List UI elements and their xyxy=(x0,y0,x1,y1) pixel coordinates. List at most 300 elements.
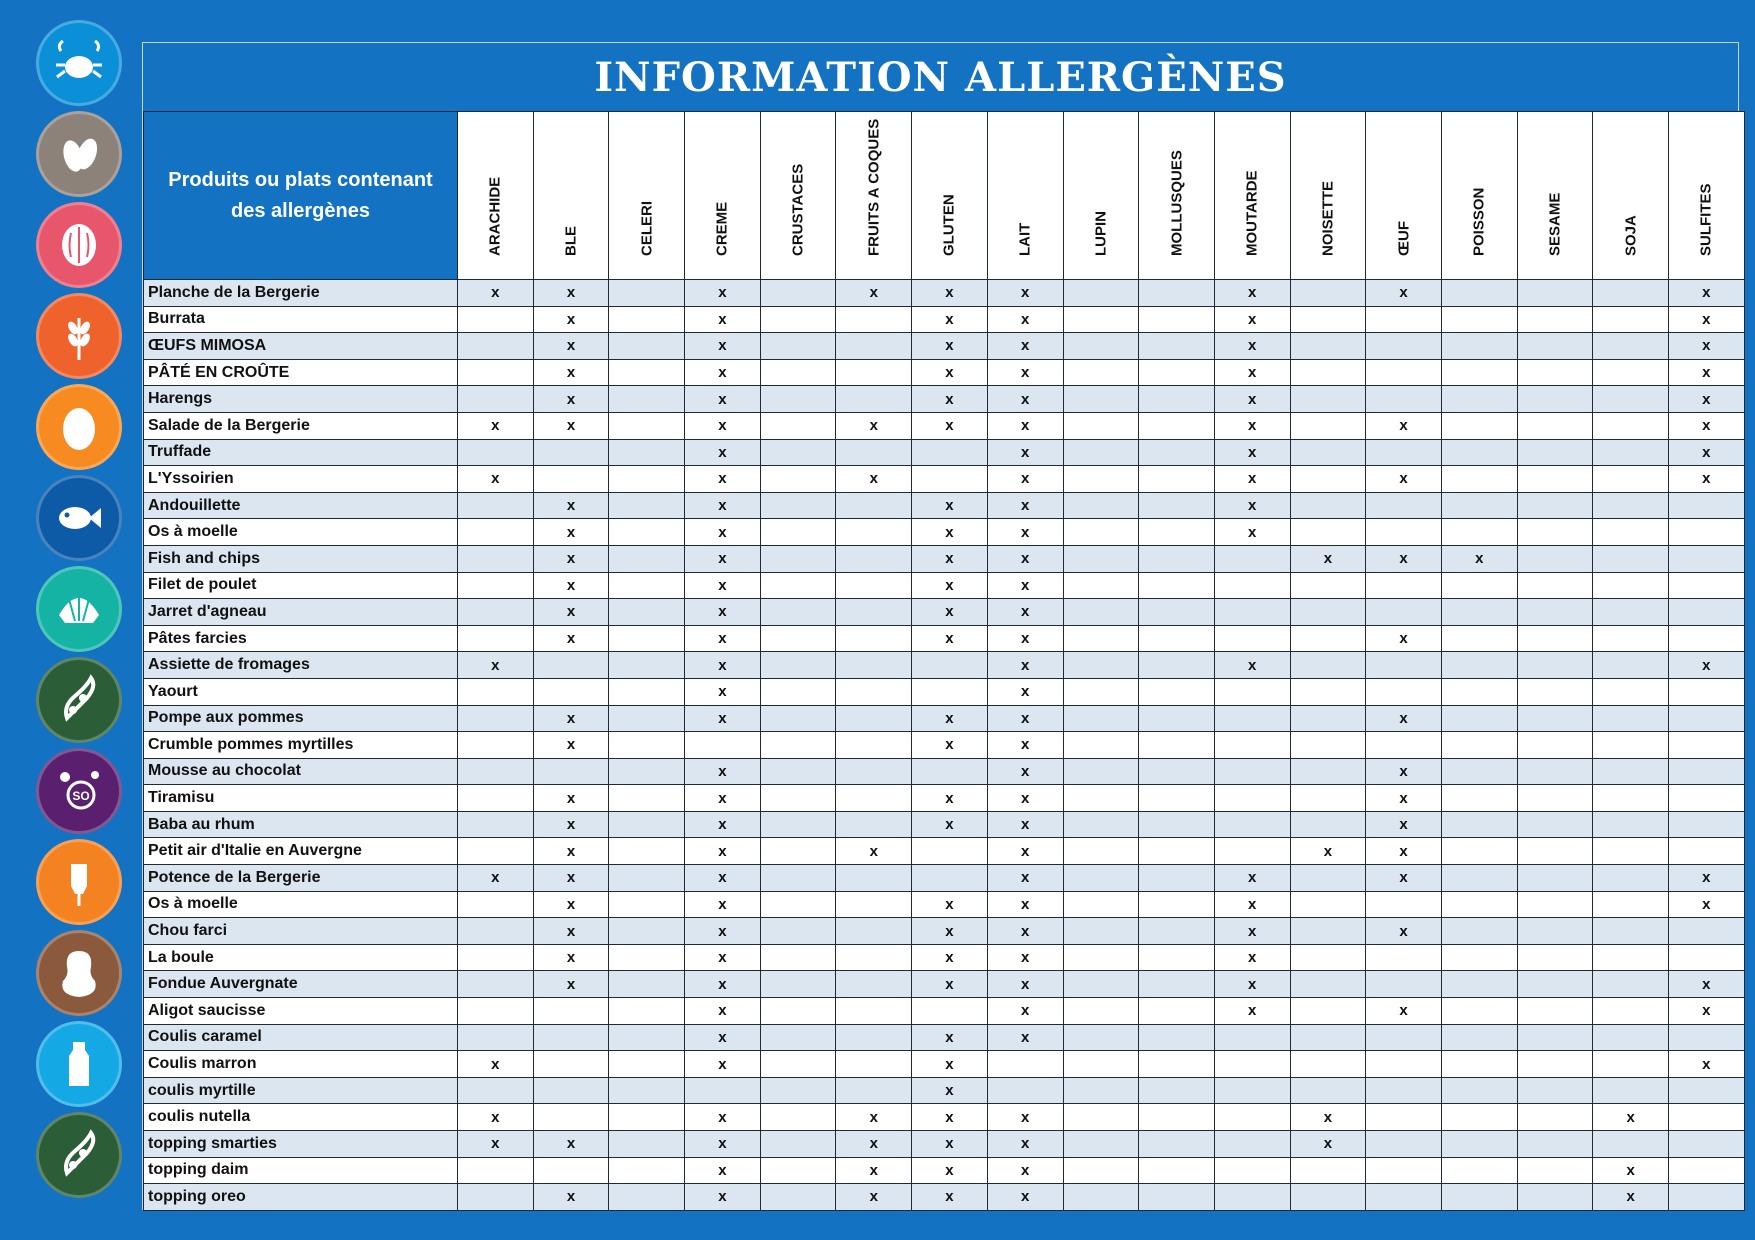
table-body xyxy=(144,280,1745,1211)
celery-icon xyxy=(36,839,122,925)
allergen-cell xyxy=(609,865,685,892)
allergen-cell xyxy=(1290,678,1366,705)
allergen-cell xyxy=(1366,944,1442,971)
allergen-cell xyxy=(1593,1051,1669,1078)
allergen-cell xyxy=(1063,652,1139,679)
allergen-cell xyxy=(1593,998,1669,1025)
allergen-cell xyxy=(760,306,836,333)
allergen-cell: x xyxy=(1214,865,1290,892)
allergen-cell: x xyxy=(533,944,609,971)
allergen-cell: x xyxy=(458,412,534,439)
column-header-label: ARACHIDE xyxy=(486,176,504,256)
allergen-cell: x xyxy=(1214,891,1290,918)
allergen-cell xyxy=(1441,785,1517,812)
allergen-cell: x xyxy=(912,519,988,546)
allergen-cell xyxy=(609,838,685,865)
allergen-cell xyxy=(1139,545,1215,572)
allergen-cell xyxy=(1517,652,1593,679)
dish-name: topping smarties xyxy=(144,1131,458,1158)
allergen-cell xyxy=(1214,1051,1290,1078)
allergen-cell xyxy=(1366,732,1442,759)
allergen-cell xyxy=(1290,1157,1366,1184)
allergen-cell xyxy=(1366,1131,1442,1158)
allergen-cell xyxy=(1063,1024,1139,1051)
allergen-cell xyxy=(1290,732,1366,759)
allergen-cell xyxy=(1063,785,1139,812)
allergen-cell xyxy=(1139,599,1215,626)
allergen-cell: x xyxy=(685,545,761,572)
allergen-cell: x xyxy=(836,1104,912,1131)
allergen-cell xyxy=(1139,785,1215,812)
allergen-cell: x xyxy=(987,545,1063,572)
allergen-cell xyxy=(1139,1077,1215,1104)
allergen-cell xyxy=(1669,811,1745,838)
allergen-cell xyxy=(760,678,836,705)
allergen-cell xyxy=(609,519,685,546)
allergen-cell: x xyxy=(1290,1131,1366,1158)
allergen-cell: x xyxy=(912,971,988,998)
allergen-cell xyxy=(760,359,836,386)
soy-pod-icon xyxy=(36,657,122,743)
allergen-cell xyxy=(760,758,836,785)
allergen-cell xyxy=(1290,492,1366,519)
allergen-cell: x xyxy=(685,280,761,307)
allergen-cell xyxy=(609,359,685,386)
allergen-cell xyxy=(458,944,534,971)
allergen-cell: x xyxy=(533,572,609,599)
allergen-cell xyxy=(1290,572,1366,599)
allergen-cell: x xyxy=(533,359,609,386)
allergen-cell xyxy=(1441,1077,1517,1104)
allergen-cell xyxy=(458,625,534,652)
allergen-cell xyxy=(836,625,912,652)
allergen-cell xyxy=(760,1077,836,1104)
table-row xyxy=(144,333,1745,360)
allergen-cell xyxy=(1441,359,1517,386)
allergen-cell xyxy=(836,519,912,546)
sesame-icon xyxy=(36,111,122,197)
allergen-cell: x xyxy=(987,1157,1063,1184)
allergen-cell xyxy=(836,1024,912,1051)
allergen-cell xyxy=(1593,891,1669,918)
allergen-cell: x xyxy=(533,625,609,652)
column-header xyxy=(912,112,988,280)
allergen-cell: x xyxy=(1214,439,1290,466)
allergen-cell xyxy=(1441,1024,1517,1051)
allergen-cell xyxy=(912,439,988,466)
allergen-cell xyxy=(458,785,534,812)
table-row xyxy=(144,359,1745,386)
allergen-cell xyxy=(1441,306,1517,333)
allergen-cell xyxy=(760,652,836,679)
dish-name: Pâtes farcies xyxy=(144,625,458,652)
table-row xyxy=(144,944,1745,971)
allergen-cell xyxy=(1441,732,1517,759)
table-row xyxy=(144,918,1745,945)
allergen-cell xyxy=(609,1051,685,1078)
allergen-cell xyxy=(1366,1104,1442,1131)
allergen-cell xyxy=(1139,519,1215,546)
allergen-cell: x xyxy=(912,280,988,307)
allergen-cell xyxy=(458,439,534,466)
column-header xyxy=(1290,112,1366,280)
allergen-cell xyxy=(1669,545,1745,572)
allergen-cell: x xyxy=(987,705,1063,732)
allergen-cell xyxy=(1669,785,1745,812)
allergen-cell: x xyxy=(458,1051,534,1078)
column-header xyxy=(836,112,912,280)
allergen-cell xyxy=(1366,652,1442,679)
column-header xyxy=(685,112,761,280)
allergen-cell xyxy=(760,891,836,918)
allergen-cell: x xyxy=(685,492,761,519)
allergen-cell: x xyxy=(987,306,1063,333)
allergen-cell: x xyxy=(685,652,761,679)
allergen-cell xyxy=(836,306,912,333)
allergen-cell: x xyxy=(1214,918,1290,945)
allergen-cell xyxy=(1139,333,1215,360)
allergen-cell xyxy=(458,998,534,1025)
allergen-cell xyxy=(912,865,988,892)
column-header-label: GLUTEN xyxy=(940,194,958,256)
column-header xyxy=(1441,112,1517,280)
allergen-cell: x xyxy=(912,492,988,519)
allergen-cell xyxy=(1063,1157,1139,1184)
allergen-cell: x xyxy=(987,971,1063,998)
table-row xyxy=(144,572,1745,599)
allergen-cell xyxy=(1290,971,1366,998)
allergen-cell xyxy=(458,1157,534,1184)
allergen-cell xyxy=(1139,1024,1215,1051)
allergen-cell xyxy=(1517,1077,1593,1104)
allergen-cell: x xyxy=(912,572,988,599)
allergen-cell xyxy=(987,1077,1063,1104)
allergen-cell xyxy=(836,599,912,626)
dish-name: La boule xyxy=(144,944,458,971)
allergen-cell: x xyxy=(836,1131,912,1158)
allergen-cell: x xyxy=(458,280,534,307)
allergen-cell xyxy=(533,758,609,785)
allergen-cell xyxy=(1139,1104,1215,1131)
allergen-cell: x xyxy=(836,838,912,865)
shell-icon xyxy=(36,566,122,652)
allergen-cell xyxy=(1669,599,1745,626)
allergen-cell: x xyxy=(685,891,761,918)
fish-icon xyxy=(36,475,122,561)
allergen-cell xyxy=(1517,811,1593,838)
allergen-cell: x xyxy=(912,386,988,413)
allergen-cell xyxy=(1593,572,1669,599)
allergen-cell: x xyxy=(685,359,761,386)
allergen-table xyxy=(143,111,1745,1211)
table-row xyxy=(144,785,1745,812)
allergen-cell: x xyxy=(533,386,609,413)
allergen-cell xyxy=(1593,545,1669,572)
allergen-cell: x xyxy=(987,891,1063,918)
allergen-cell: x xyxy=(987,1104,1063,1131)
allergen-cell xyxy=(1063,1184,1139,1211)
allergen-cell xyxy=(1214,599,1290,626)
allergen-cell xyxy=(1366,971,1442,998)
dish-name: coulis nutella xyxy=(144,1104,458,1131)
dish-name: Yaourt xyxy=(144,678,458,705)
allergen-cell xyxy=(1366,678,1442,705)
allergen-cell: x xyxy=(533,705,609,732)
allergen-cell: x xyxy=(1214,652,1290,679)
allergen-cell xyxy=(1669,1184,1745,1211)
table-header-row xyxy=(144,112,1745,280)
allergen-cell xyxy=(458,386,534,413)
dish-name: Coulis marron xyxy=(144,1051,458,1078)
allergen-cell xyxy=(1063,1104,1139,1131)
column-header xyxy=(1366,112,1442,280)
peanut-icon xyxy=(36,930,122,1016)
allergen-cell xyxy=(912,652,988,679)
allergen-cell xyxy=(1290,918,1366,945)
allergen-cell xyxy=(1593,1024,1669,1051)
allergen-cell: x xyxy=(912,359,988,386)
egg-icon xyxy=(36,384,122,470)
allergen-cell: x xyxy=(987,519,1063,546)
dish-name: Assiette de fromages xyxy=(144,652,458,679)
allergen-cell xyxy=(1593,359,1669,386)
column-header xyxy=(1593,112,1669,280)
dish-name: Pompe aux pommes xyxy=(144,705,458,732)
allergen-cell xyxy=(987,1051,1063,1078)
allergen-cell xyxy=(1214,1077,1290,1104)
allergen-cell: x xyxy=(458,1104,534,1131)
allergen-cell xyxy=(760,1051,836,1078)
allergen-cell xyxy=(1290,466,1366,493)
allergen-cell xyxy=(458,572,534,599)
allergen-cell: x xyxy=(987,412,1063,439)
allergen-cell: x xyxy=(1593,1184,1669,1211)
allergen-cell: x xyxy=(1669,386,1745,413)
allergen-cell xyxy=(1669,1077,1745,1104)
allergen-cell xyxy=(1214,785,1290,812)
allergen-cell xyxy=(1139,359,1215,386)
allergen-cell: x xyxy=(1366,412,1442,439)
allergen-cell: x xyxy=(912,1077,988,1104)
allergen-cell: x xyxy=(685,785,761,812)
allergen-cell xyxy=(1290,705,1366,732)
allergen-cell xyxy=(1441,599,1517,626)
allergen-cell: x xyxy=(533,1131,609,1158)
allergen-cell xyxy=(609,705,685,732)
milk-icon xyxy=(36,1021,122,1107)
dish-name: PÂTÉ EN CROÛTE xyxy=(144,359,458,386)
allergen-cell: x xyxy=(836,412,912,439)
allergen-cell: x xyxy=(987,466,1063,493)
allergen-cell xyxy=(1517,1104,1593,1131)
allergen-cell xyxy=(1214,1131,1290,1158)
allergen-cell xyxy=(1441,625,1517,652)
table-row xyxy=(144,545,1745,572)
allergen-cell xyxy=(1063,599,1139,626)
allergen-cell xyxy=(685,732,761,759)
allergen-cell xyxy=(1593,599,1669,626)
allergen-cell: x xyxy=(987,625,1063,652)
allergen-cell xyxy=(1290,865,1366,892)
allergen-cell xyxy=(1290,625,1366,652)
dish-name: Crumble pommes myrtilles xyxy=(144,732,458,759)
allergen-cell: x xyxy=(1366,545,1442,572)
column-header xyxy=(533,112,609,280)
allergen-cell xyxy=(1517,785,1593,812)
allergen-cell xyxy=(1290,811,1366,838)
allergen-cell xyxy=(1669,944,1745,971)
allergen-cell xyxy=(1441,865,1517,892)
allergen-cell: x xyxy=(836,466,912,493)
allergen-cell xyxy=(1139,412,1215,439)
allergen-cell: x xyxy=(912,785,988,812)
allergen-cell: x xyxy=(533,545,609,572)
allergen-cell: x xyxy=(912,918,988,945)
allergen-cell: x xyxy=(1669,306,1745,333)
allergen-cell xyxy=(1063,678,1139,705)
allergen-cell xyxy=(1669,838,1745,865)
allergen-cell xyxy=(760,386,836,413)
allergen-cell xyxy=(836,732,912,759)
allergen-cell xyxy=(458,545,534,572)
allergen-cell: x xyxy=(533,492,609,519)
table-row xyxy=(144,625,1745,652)
header-label: Produits ou plats contenant des allergènes xyxy=(144,112,458,280)
column-header-label: POISSON xyxy=(1470,187,1488,256)
allergen-cell xyxy=(1593,280,1669,307)
allergen-cell: x xyxy=(1366,705,1442,732)
allergen-cell: x xyxy=(912,599,988,626)
allergen-cell xyxy=(1139,306,1215,333)
allergen-cell: x xyxy=(987,944,1063,971)
allergen-cell xyxy=(609,891,685,918)
allergen-cell xyxy=(1669,1131,1745,1158)
allergen-cell xyxy=(1441,1051,1517,1078)
table-row xyxy=(144,1077,1745,1104)
allergen-cell: x xyxy=(458,1131,534,1158)
allergen-cell: x xyxy=(912,944,988,971)
allergen-cell: x xyxy=(685,811,761,838)
allergen-cell xyxy=(1139,811,1215,838)
allergen-cell xyxy=(609,998,685,1025)
dish-name: Planche de la Bergerie xyxy=(144,280,458,307)
allergen-cell xyxy=(760,519,836,546)
allergen-cell xyxy=(1517,678,1593,705)
allergen-cell xyxy=(1593,811,1669,838)
allergen-cell: x xyxy=(685,572,761,599)
allergen-cell xyxy=(458,1077,534,1104)
allergen-cell xyxy=(1517,1184,1593,1211)
allergen-cell xyxy=(1139,918,1215,945)
allergen-cell: x xyxy=(685,439,761,466)
allergen-cell: x xyxy=(1669,466,1745,493)
allergen-cell xyxy=(609,306,685,333)
allergen-cell xyxy=(533,1157,609,1184)
allergen-cell xyxy=(1517,333,1593,360)
allergen-cell xyxy=(760,811,836,838)
allergen-cell xyxy=(458,758,534,785)
allergen-cell xyxy=(836,333,912,360)
allergen-cell: x xyxy=(987,678,1063,705)
allergen-cell xyxy=(1669,519,1745,546)
column-header xyxy=(760,112,836,280)
allergen-cell xyxy=(458,918,534,945)
table-row xyxy=(144,971,1745,998)
allergen-cell xyxy=(1290,785,1366,812)
allergen-cell xyxy=(1517,572,1593,599)
svg-text:SO: SO xyxy=(72,789,90,803)
allergen-cell: x xyxy=(1669,439,1745,466)
allergen-cell xyxy=(836,545,912,572)
allergen-cell xyxy=(1517,359,1593,386)
table-row xyxy=(144,705,1745,732)
allergen-cell: x xyxy=(912,1024,988,1051)
column-header xyxy=(609,112,685,280)
allergen-cell xyxy=(533,998,609,1025)
allergen-cell xyxy=(1593,678,1669,705)
allergen-cell xyxy=(1593,838,1669,865)
allergen-cell xyxy=(533,1077,609,1104)
allergen-cell: x xyxy=(685,599,761,626)
allergen-cell xyxy=(760,1157,836,1184)
allergen-cell xyxy=(1593,785,1669,812)
allergen-cell xyxy=(1063,306,1139,333)
table-row xyxy=(144,1104,1745,1131)
allergen-cell xyxy=(1669,625,1745,652)
allergen-cell xyxy=(836,971,912,998)
allergen-cell: x xyxy=(685,306,761,333)
allergen-cell xyxy=(458,359,534,386)
allergen-cell xyxy=(1063,998,1139,1025)
allergen-cell: x xyxy=(533,971,609,998)
table-row xyxy=(144,519,1745,546)
allergen-cell xyxy=(1063,944,1139,971)
allergen-cell xyxy=(1517,758,1593,785)
allergen-cell xyxy=(609,386,685,413)
allergen-cell xyxy=(1063,412,1139,439)
allergen-cell xyxy=(1214,1024,1290,1051)
allergen-cell xyxy=(609,1131,685,1158)
table-row xyxy=(144,492,1745,519)
allergen-cell: x xyxy=(685,971,761,998)
allergen-cell xyxy=(836,439,912,466)
allergen-cell xyxy=(1139,944,1215,971)
allergen-cell: x xyxy=(685,412,761,439)
allergen-cell xyxy=(1441,652,1517,679)
allergen-cell xyxy=(1139,838,1215,865)
allergen-cell xyxy=(836,891,912,918)
allergen-cell xyxy=(760,1131,836,1158)
nut-icon xyxy=(36,202,122,288)
allergen-cell: x xyxy=(533,519,609,546)
allergen-cell xyxy=(1290,1051,1366,1078)
allergen-cell xyxy=(760,1104,836,1131)
allergen-cell: x xyxy=(685,865,761,892)
allergen-cell: x xyxy=(685,1051,761,1078)
allergen-cell: x xyxy=(685,1024,761,1051)
allergen-cell xyxy=(1593,412,1669,439)
allergen-cell xyxy=(1593,918,1669,945)
column-header-label: LAIT xyxy=(1016,222,1034,256)
allergen-cell: x xyxy=(912,306,988,333)
column-header-label: CELERI xyxy=(638,200,656,256)
allergen-cell xyxy=(1063,758,1139,785)
allergen-cell xyxy=(912,678,988,705)
dish-name: coulis myrtille xyxy=(144,1077,458,1104)
allergen-cell: x xyxy=(1366,466,1442,493)
allergen-cell: x xyxy=(1214,519,1290,546)
allergen-cell: x xyxy=(1669,280,1745,307)
